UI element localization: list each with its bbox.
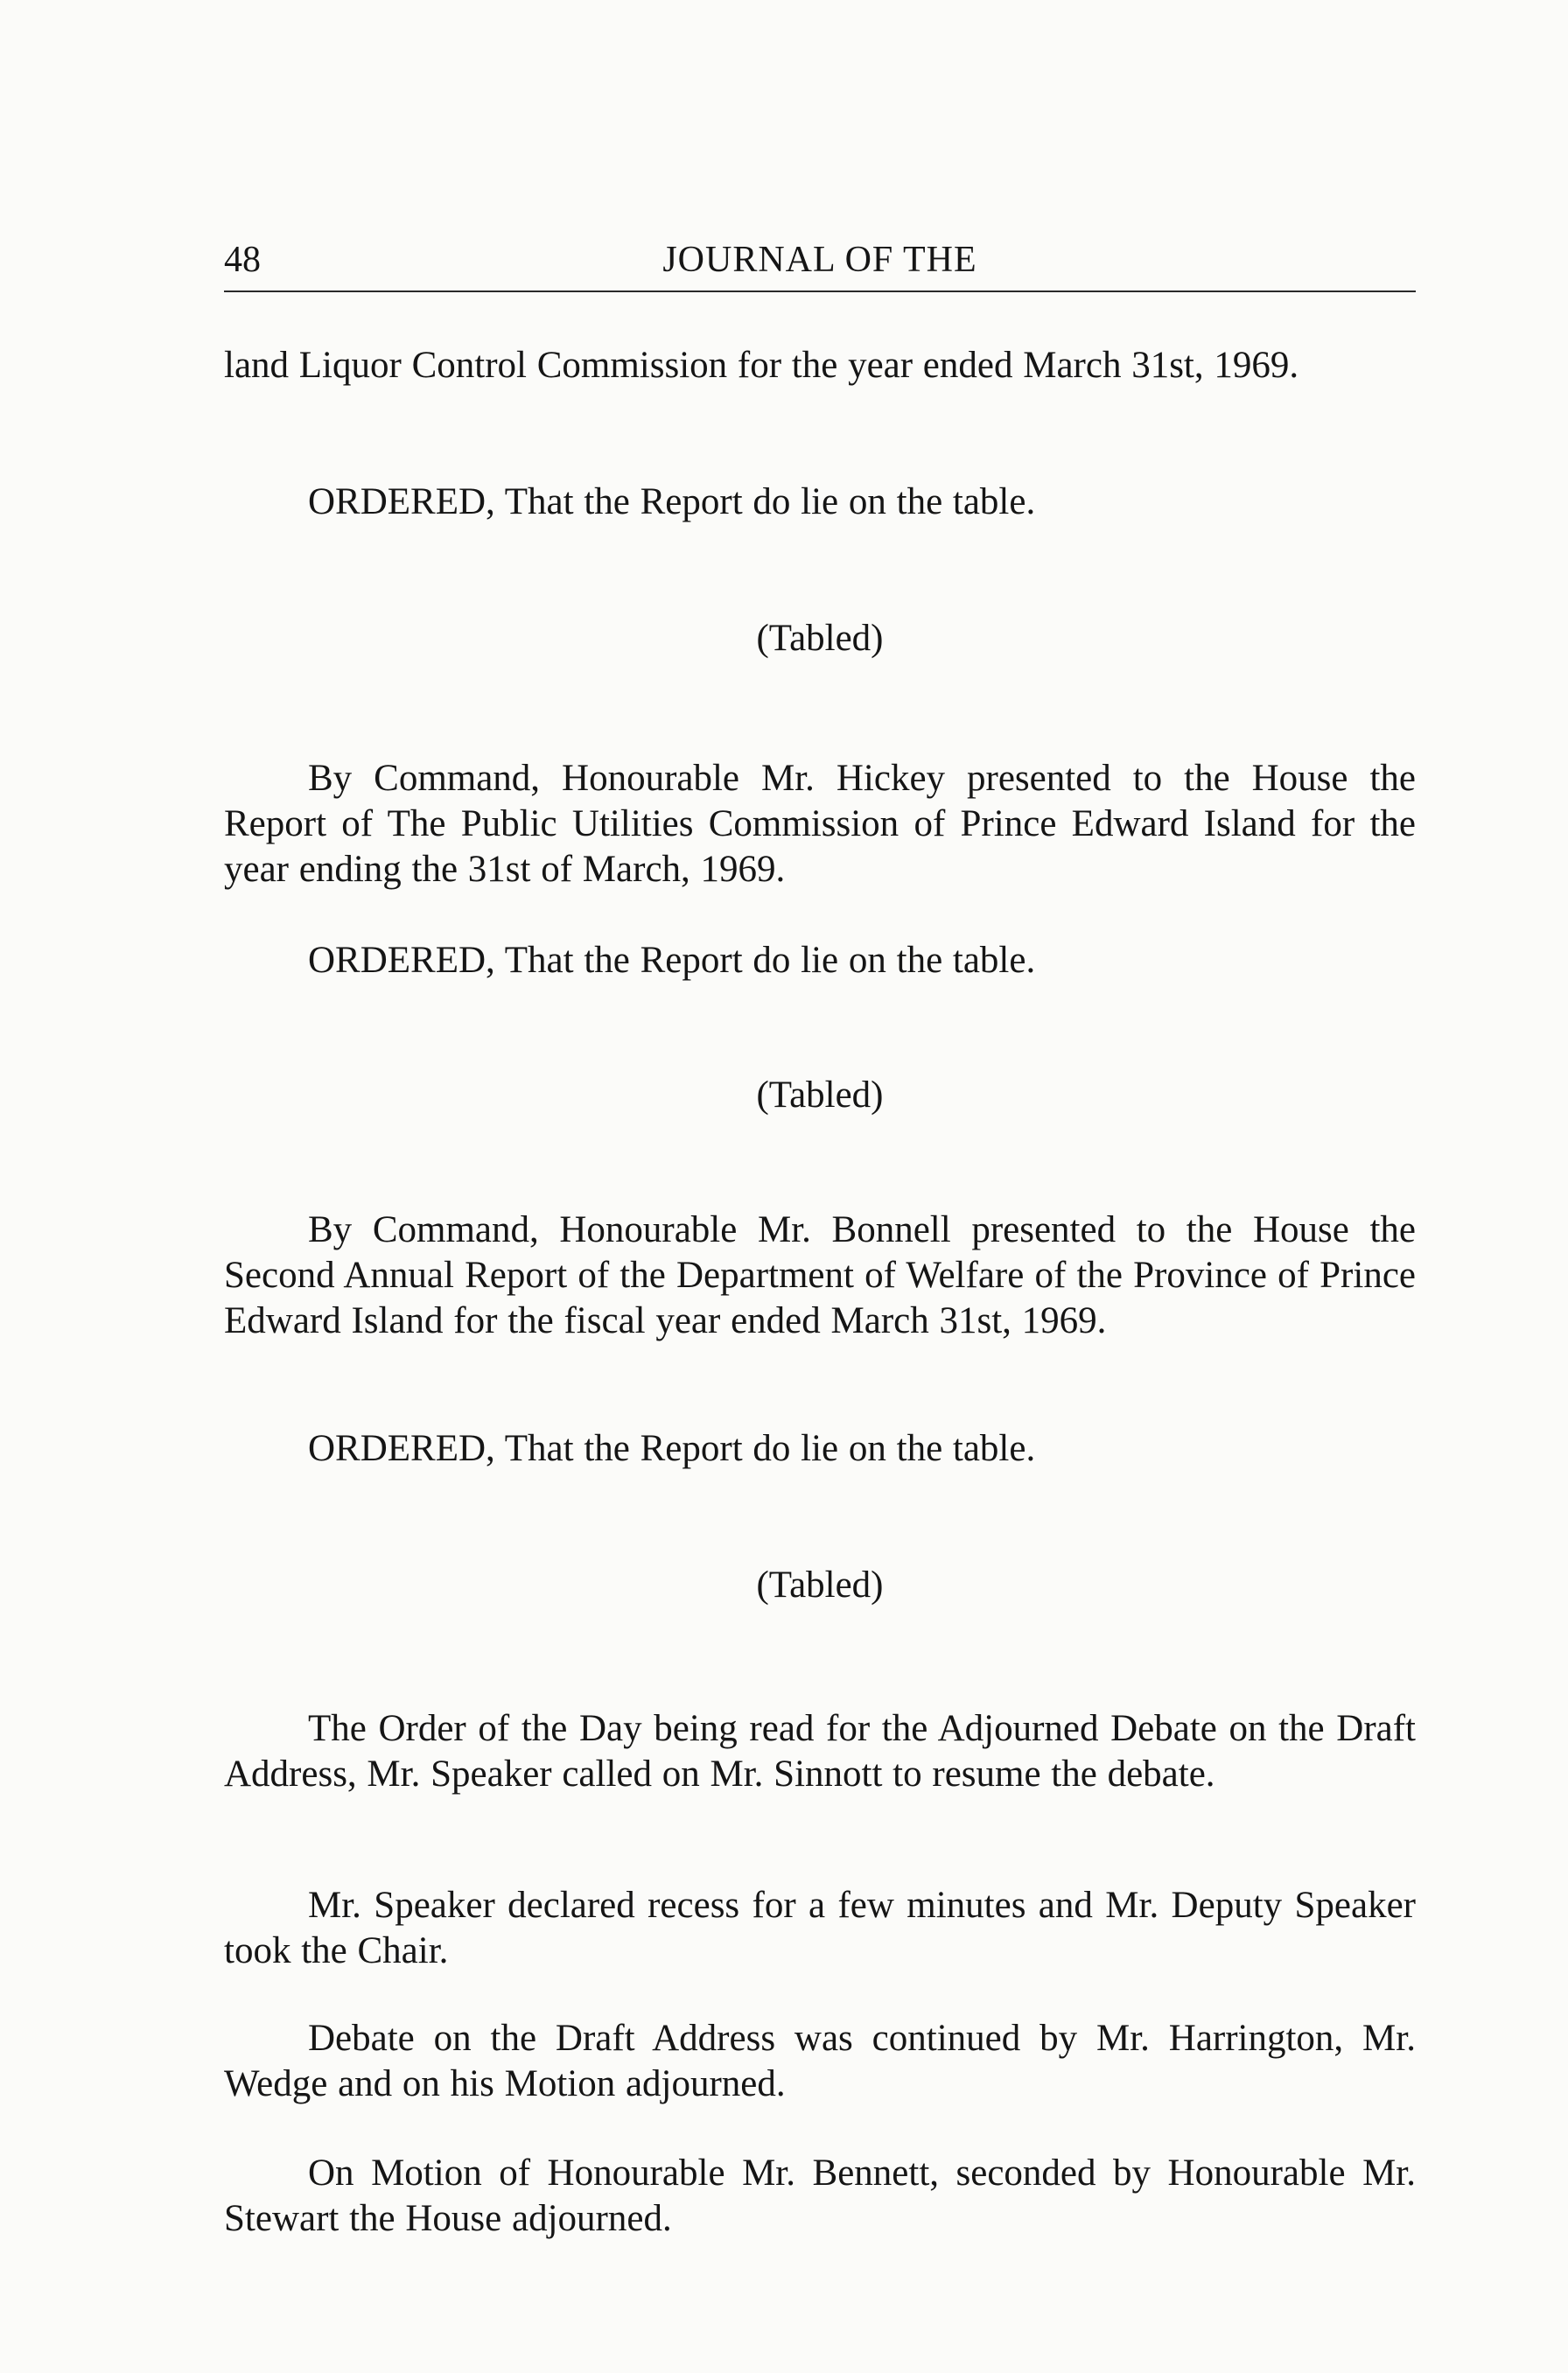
paragraph-hickey-report: By Command, Honourable Mr. Hickey presented to the House the Report of The Public Utilities Commission of Prince Edward Island for the year ending the 31st of March, 1969.	[224, 758, 1416, 890]
paragraph-ordered-3: ORDERED, That the Report do lie on the table.	[308, 1428, 1036, 1469]
paragraph-order-of-day: The Order of the Day being read for the Adjourned Debate on the Draft Address, Mr. Speaker called on Mr. Sinnott to resume the debate.	[224, 1708, 1416, 1795]
running-head: JOURNAL OF THE	[662, 240, 977, 280]
tabled-note-2: (Tabled)	[756, 1074, 884, 1116]
tabled-note-3: (Tabled)	[756, 1564, 884, 1606]
paragraph-house-adjourned: On Motion of Honourable Mr. Bennett, seconded by Honourable Mr. Stewart the House adjourned.	[224, 2152, 1416, 2239]
paragraph-ordered-2: ORDERED, That the Report do lie on the table.	[308, 940, 1036, 981]
paragraph-liquor-commission: land Liquor Control Commission for the year ended March 31st, 1969.	[224, 345, 1299, 386]
paragraph-recess: Mr. Speaker declared recess for a few minutes and Mr. Deputy Speaker took the Chair.	[224, 1885, 1416, 1971]
tabled-note-1: (Tabled)	[756, 618, 884, 659]
page-header	[224, 242, 1416, 292]
paragraph-ordered-1: ORDERED, That the Report do lie on the table.	[308, 481, 1036, 522]
page-number: 48	[224, 240, 261, 280]
paragraph-bonnell-report: By Command, Honourable Mr. Bonnell presented to the House the Second Annual Report of the Department of Welfare of the Province of Prince Edward Island for the fiscal year ended March 31st, 1969.	[224, 1209, 1416, 1341]
paragraph-debate-continued: Debate on the Draft Address was continued by Mr. Harrington, Mr. Wedge and on his Motion adjourned.	[224, 2018, 1416, 2104]
